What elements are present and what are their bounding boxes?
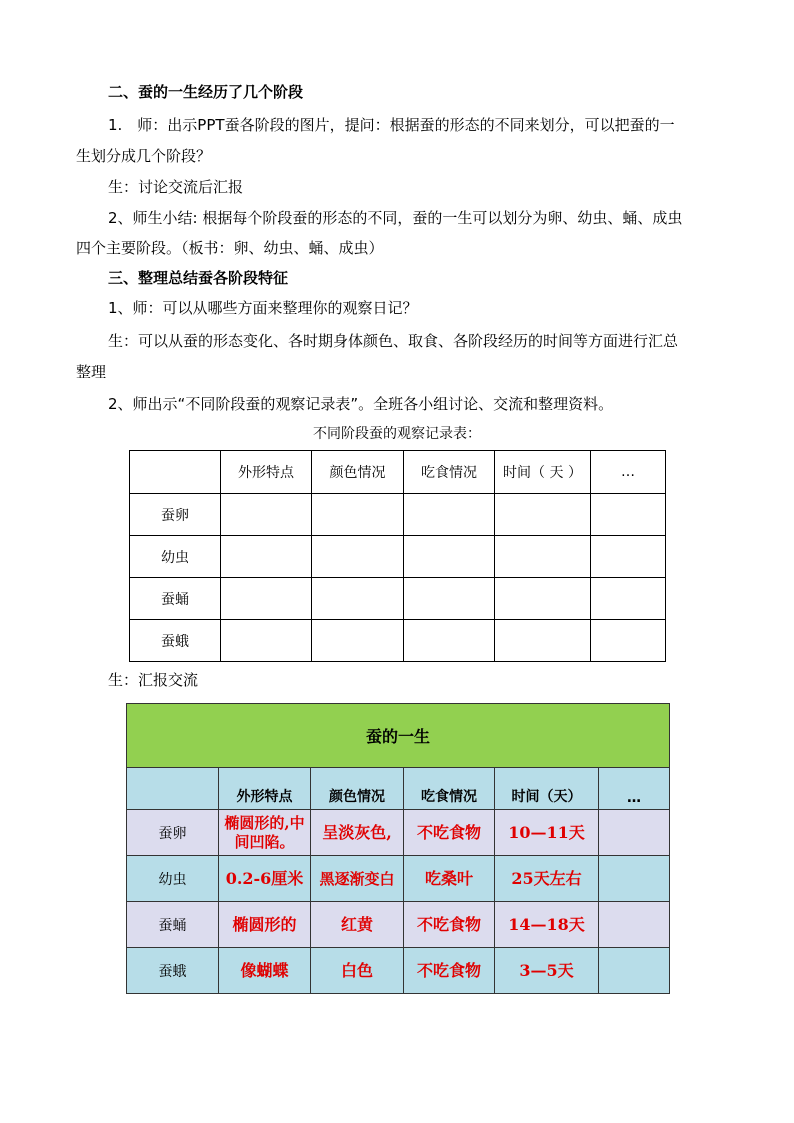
record-empty-cell bbox=[221, 536, 312, 578]
summary-time-cell: 10—11天 bbox=[495, 810, 599, 856]
record-empty-cell bbox=[495, 578, 591, 620]
record-empty-cell bbox=[591, 620, 666, 662]
record-table-caption: 不同阶段蚕的观察记录表： bbox=[313, 426, 481, 442]
record-empty-cell bbox=[221, 494, 312, 536]
summary-color-cell: 红黄 bbox=[311, 902, 404, 948]
record-empty-cell bbox=[495, 536, 591, 578]
section3-paragraph1: 1、师：可以从哪些方面来整理你的观察日记？ bbox=[108, 299, 418, 317]
summary-header-cell: 时间（天） bbox=[495, 768, 599, 810]
section3-heading: 三、整理总结蚕各阶段特征 bbox=[108, 269, 289, 287]
summary-header-cell: … bbox=[599, 768, 670, 810]
summary-table bbox=[126, 703, 670, 994]
summary-food-cell: 不吃食物 bbox=[404, 902, 495, 948]
summary-empty-cell bbox=[599, 902, 670, 948]
summary-food-cell: 不吃食物 bbox=[404, 810, 495, 856]
record-empty-cell bbox=[404, 494, 495, 536]
table-row bbox=[130, 578, 666, 620]
record-empty-cell bbox=[312, 536, 404, 578]
record-empty-cell bbox=[221, 578, 312, 620]
summary-time-cell: 25天左右 bbox=[495, 856, 599, 902]
summary-table-header-row bbox=[127, 768, 670, 810]
record-empty-cell bbox=[591, 494, 666, 536]
summary-shape-cell: 0.2-6厘米 bbox=[219, 856, 311, 902]
summary-stage-cell: 蚕蛹 bbox=[127, 902, 219, 948]
summary-color-cell: 黑逐渐变白 bbox=[311, 856, 404, 902]
record-empty-cell bbox=[404, 578, 495, 620]
summary-stage-cell: 蚕蛾 bbox=[127, 948, 219, 994]
section2-heading: 二、蚕的一生经历了几个阶段 bbox=[108, 83, 304, 101]
table-row bbox=[130, 620, 666, 662]
summary-shape-cell: 像蝴蝶 bbox=[219, 948, 311, 994]
section2-paragraph3-line2: 四个主要阶段。（板书：卵、幼虫、蛹、成虫） bbox=[76, 239, 384, 257]
record-empty-cell bbox=[221, 620, 312, 662]
record-header-cell: 颜色情况 bbox=[312, 451, 404, 494]
record-header-cell bbox=[130, 451, 221, 494]
section3-paragraph2-line1: 生：可以从蚕的形态变化、各时期身体颜色、取食、各阶段经历的时间等方面进行汇总 bbox=[108, 332, 679, 350]
summary-header-cell: 吃食情况 bbox=[404, 768, 495, 810]
summary-empty-cell bbox=[599, 948, 670, 994]
summary-food-cell: 吃桑叶 bbox=[404, 856, 495, 902]
record-stage-cell: 蚕蛾 bbox=[130, 620, 221, 662]
summary-stage-cell: 幼虫 bbox=[127, 856, 219, 902]
section2-paragraph1-line1: 1. 师：出示PPT蚕各阶段的图片，提问：根据蚕的形态的不同来划分，可以把蚕的一 bbox=[108, 116, 675, 134]
table-row bbox=[127, 856, 670, 902]
record-empty-cell bbox=[312, 620, 404, 662]
summary-header-cell: 外形特点 bbox=[219, 768, 311, 810]
table-row bbox=[127, 948, 670, 994]
summary-header-cell bbox=[127, 768, 219, 810]
record-header-cell: … bbox=[591, 451, 666, 494]
section2-paragraph2: 生：讨论交流后汇报 bbox=[108, 178, 244, 196]
record-empty-cell bbox=[404, 620, 495, 662]
summary-color-cell: 呈淡灰色, bbox=[311, 810, 404, 856]
record-stage-cell: 幼虫 bbox=[130, 536, 221, 578]
record-table bbox=[129, 450, 666, 662]
record-empty-cell bbox=[495, 494, 591, 536]
record-empty-cell bbox=[591, 536, 666, 578]
record-empty-cell bbox=[312, 578, 404, 620]
record-header-cell: 吃食情况 bbox=[404, 451, 495, 494]
section3-paragraph2-line2: 整理 bbox=[76, 363, 107, 381]
summary-header-cell: 颜色情况 bbox=[311, 768, 404, 810]
record-header-cell: 时间（ 天 ） bbox=[495, 451, 591, 494]
table-row bbox=[130, 494, 666, 536]
summary-table-title: 蚕的一生 bbox=[127, 704, 670, 768]
record-stage-cell: 蚕蛹 bbox=[130, 578, 221, 620]
summary-empty-cell bbox=[599, 810, 670, 856]
summary-food-cell: 不吃食物 bbox=[404, 948, 495, 994]
record-empty-cell bbox=[495, 620, 591, 662]
section2-paragraph1-line2: 生划分成几个阶段？ bbox=[76, 147, 212, 165]
summary-stage-cell: 蚕卵 bbox=[127, 810, 219, 856]
summary-time-cell: 14—18天 bbox=[495, 902, 599, 948]
summary-shape-cell: 椭圆形的 bbox=[219, 902, 311, 948]
section3-paragraph3: 2、师出示“不同阶段蚕的观察记录表”。全班各小组讨论、交流和整理资料。 bbox=[108, 395, 614, 413]
summary-color-cell: 白色 bbox=[311, 948, 404, 994]
record-header-cell: 外形特点 bbox=[221, 451, 312, 494]
table-row bbox=[127, 902, 670, 948]
report-line: 生：汇报交流 bbox=[108, 671, 199, 689]
record-empty-cell bbox=[312, 494, 404, 536]
record-table-header-row bbox=[130, 451, 666, 494]
summary-empty-cell bbox=[599, 856, 670, 902]
section2-paragraph3-line1: 2、师生小结: 根据每个阶段蚕的形态的不同，蚕的一生可以划分为卵、幼虫、蛹、成虫 bbox=[108, 209, 683, 227]
record-empty-cell bbox=[591, 578, 666, 620]
record-stage-cell: 蚕卵 bbox=[130, 494, 221, 536]
table-row bbox=[127, 810, 670, 856]
table-row bbox=[130, 536, 666, 578]
record-empty-cell bbox=[404, 536, 495, 578]
summary-time-cell: 3—5天 bbox=[495, 948, 599, 994]
summary-shape-cell: 椭圆形的,中间凹陷。 bbox=[219, 810, 311, 856]
